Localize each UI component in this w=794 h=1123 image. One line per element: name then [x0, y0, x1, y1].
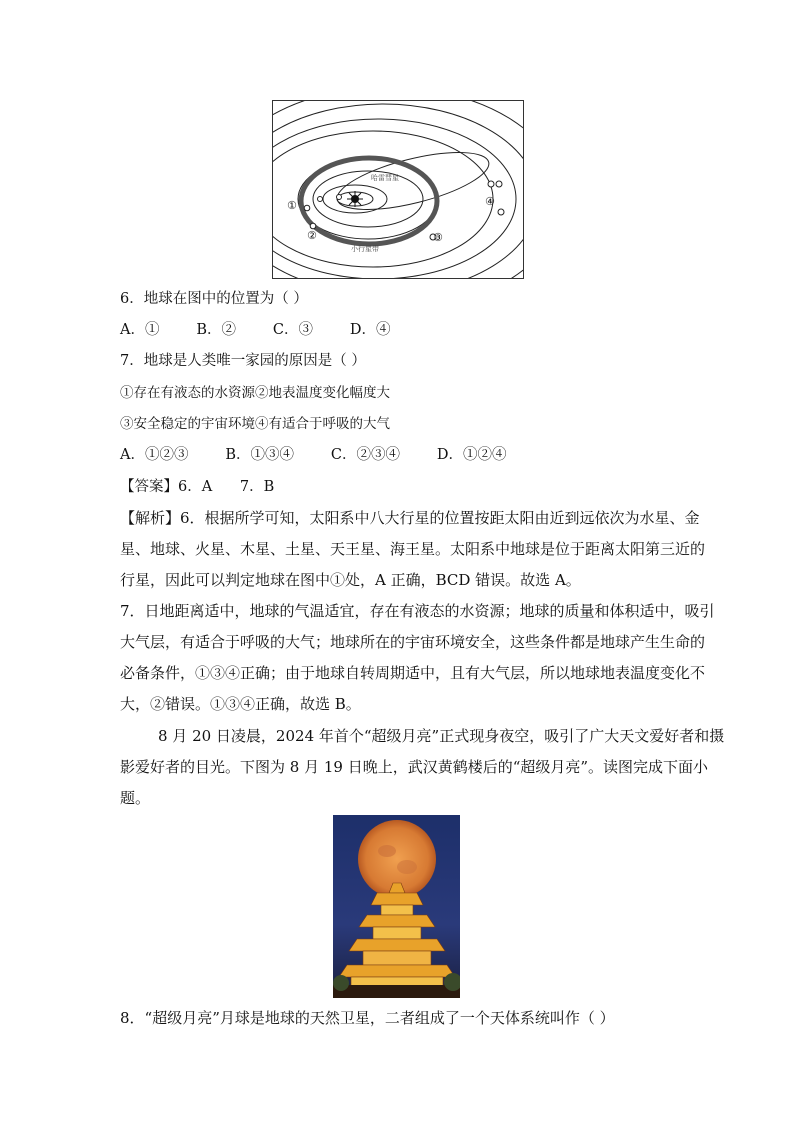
planet-earth — [304, 205, 310, 211]
planet-mars — [310, 223, 316, 229]
q6-stem: 6．地球在图中的位置为（ ） — [120, 291, 308, 307]
q7-condition-2: ③安全稳定的宇宙环境④有适合于呼吸的大气 — [120, 416, 390, 432]
asteroid-belt-label: 小行星带 — [351, 245, 379, 253]
answer: 【答案】6．A 7．B — [120, 479, 275, 495]
q7-condition-1: ①存在有液态的水资源②地表温度变化幅度大 — [120, 385, 390, 401]
planet-mercury — [337, 195, 342, 200]
passage-line-1: 8 月 20 日凌晨，2024 年首个“超级月亮”正式现身夜空，吸引了广大天文爱好者和摄 — [158, 727, 725, 745]
q6-options: A．① B．② C．③ D．④ — [120, 322, 391, 338]
supermoon-photo — [333, 815, 460, 998]
orbit-uranus — [273, 104, 523, 278]
solar-system-diagram — [273, 101, 523, 278]
passage-line-3: 题。 — [120, 789, 151, 807]
q7-options: A．①②③ B．①③④ C．②③④ D．①②④ — [120, 447, 507, 463]
planet-neptune — [498, 209, 504, 215]
marker-2: ② — [307, 229, 317, 242]
sun-icon — [347, 191, 363, 207]
orbit-jupiter — [273, 131, 493, 267]
analysis-line-7: 大，②错误。①③④正确，故选 B。 — [120, 695, 361, 713]
comet-orbit — [332, 141, 494, 221]
planet-venus — [318, 197, 323, 202]
analysis-line-3: 行星，因此可以判定地球在图中①处，A 正确，BCD 错误。故选 A。 — [120, 571, 581, 589]
marker-4: ④ — [485, 195, 495, 208]
planet-saturn — [488, 181, 494, 187]
analysis-line-1: 【解析】6．根据所学可知，太阳系中八大行星的位置按距太阳由近到远依次为水星、金 — [120, 509, 700, 527]
planet-uranus — [496, 181, 502, 187]
solar-system-figure — [272, 100, 524, 279]
analysis-line-6: 必备条件，①③④正确；由于地球自转周期适中，且有大气层，所以地球地表温度变化不 — [120, 664, 706, 682]
passage-line-2: 影爱好者的目光。下图为 8 月 19 日晚上，武汉黄鹤楼后的“超级月亮”。读图完成下面小 — [120, 758, 709, 776]
orbit-earth — [313, 171, 423, 227]
analysis-line-4: 7．日地距离适中，地球的气温适宜，存在有液态的水资源；地球的质量和体积适中，吸引 — [120, 602, 715, 620]
q8-stem: 8．“超级月亮”月球是地球的天然卫星，二者组成了一个天体系统叫作（ ） — [120, 1009, 615, 1027]
comet-label: 哈雷彗星 — [371, 174, 399, 182]
marker-3: ③ — [433, 231, 443, 244]
analysis-line-5: 大气层，有适合于呼吸的大气；地球所在的宇宙环境安全，这些条件都是地球产生生命的 — [120, 633, 706, 651]
marker-1: ① — [287, 199, 297, 212]
q7-stem: 7．地球是人类唯一家园的原因是（ ） — [120, 353, 366, 369]
orbit-saturn — [273, 119, 516, 278]
analysis-line-2: 星、地球、火星、木星、土星、天王星、海王星。太阳系中地球是位于距离太阳第三近的 — [120, 540, 706, 558]
